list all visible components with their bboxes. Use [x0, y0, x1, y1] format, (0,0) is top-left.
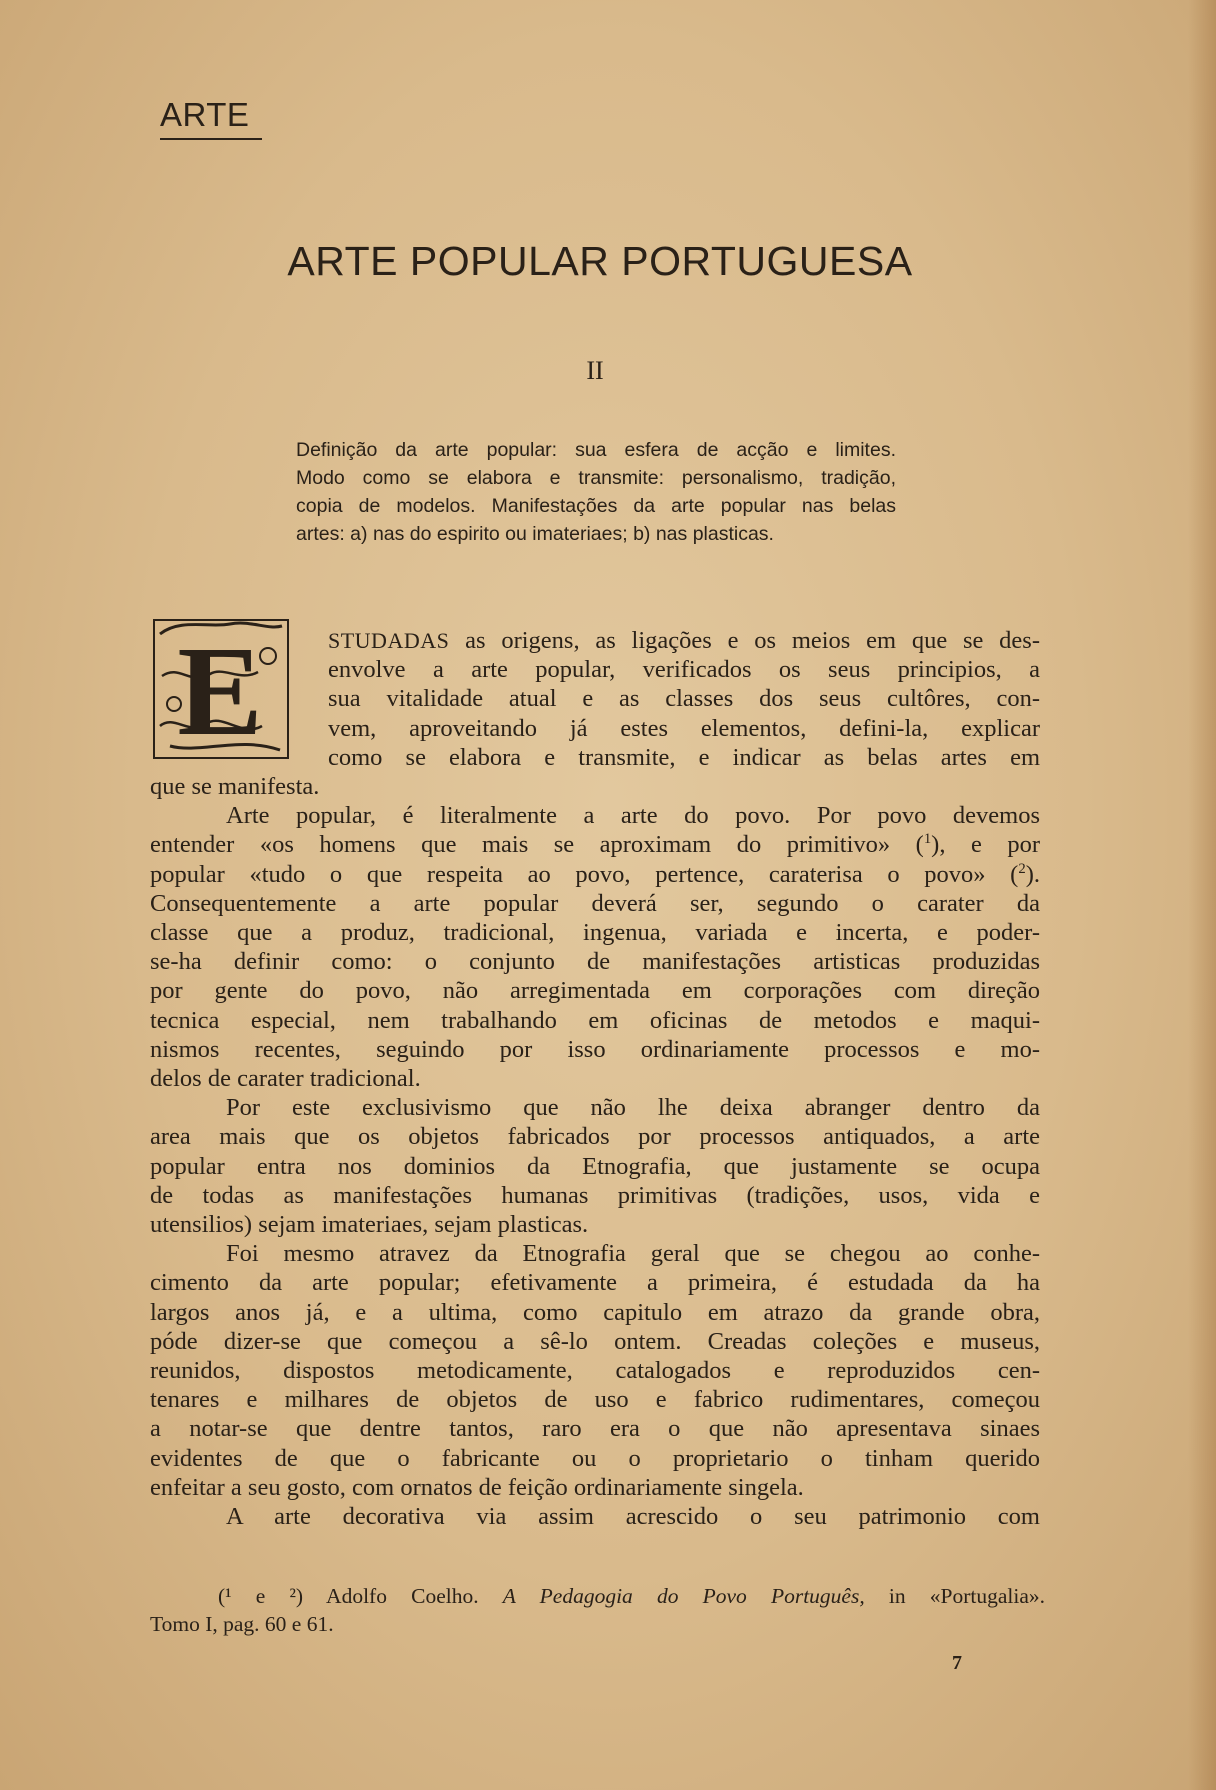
- page-number: 7: [952, 1652, 962, 1674]
- body-line: nismos recentes, seguindo por isso ordinariamente processos e mo-: [150, 1035, 1040, 1063]
- body-line: envolve a arte popular, verificados os seus principios, a: [328, 656, 1040, 684]
- body-line: sua vitalidade atual e as classes dos seus cultôres, con-: [328, 685, 1040, 713]
- body-line: de todas as manifestações humanas primitivas (tradições, usos, vida e: [150, 1181, 1040, 1209]
- part-number: II: [586, 356, 604, 385]
- section-heading: ARTE: [160, 96, 262, 140]
- body-line: a notar-se que dentre tantos, raro era o que não apresentava sinaes: [150, 1415, 1040, 1443]
- chapter-summary: [296, 436, 896, 548]
- body-line: popular «tudo o que respeita ao povo, pertence, caraterisa o povo» ($^2$).: [150, 860, 1040, 888]
- body-line: enfeitar a seu gosto, com ornatos de feição ordinariamente singela.: [150, 1473, 804, 1501]
- summary-line: artes: a) nas do espirito ou imateriaes; b) nas plasticas.: [296, 523, 774, 545]
- footnote-marker: (¹ e ²): [218, 1584, 304, 1608]
- body-line: largos anos já, e a ultima, como capitulo em atrazo da grande obra,: [150, 1298, 1040, 1326]
- article-body: [150, 626, 1040, 1531]
- body-line: Foi mesmo atravez da Etnografia geral que se chegou ao conhe-: [226, 1240, 1040, 1268]
- body-line: que se manifesta.: [150, 773, 320, 801]
- body-line: A arte decorativa via assim acrescido o seu patrimonio com: [226, 1503, 1040, 1531]
- summary-line: copia de modelos. Manifestações da arte popular nas belas: [296, 495, 896, 517]
- body-line: utensilios) sejam imateriaes, sejam plasticas.: [150, 1211, 589, 1239]
- body-line: STUDADAS as origens, as ligações e os meios em que se des-: [328, 627, 1040, 654]
- summary-line: Modo como se elabora e transmite: personalismo, tradição,: [296, 467, 896, 489]
- body-line: evidentes de que o fabricante ou o proprietario o tinham querido: [150, 1444, 1040, 1472]
- body-line: classe que a produz, tradicional, ingenua, variada e incerta, e poder-: [150, 919, 1040, 947]
- body-line: area mais que os objetos fabricados por processos antiquados, a arte: [150, 1123, 1040, 1151]
- body-line: por gente do povo, não arregimentada em corporações com direção: [150, 977, 1040, 1005]
- footnote-line: (¹ e ²) Adolfo Coelho. A Pedagogia do Povo Português, in «Portugalia».: [218, 1584, 1045, 1608]
- body-line: popular entra nos dominios da Etnografia, que justamente se ocupa: [150, 1152, 1040, 1180]
- footnote-line: Tomo I, pag. 60 e 61.: [150, 1612, 334, 1636]
- summary-line: Definição da arte popular: sua esfera de acção e limites.: [296, 439, 896, 461]
- dropcap-letter: E: [177, 620, 263, 762]
- body-line: póde dizer-se que começou a sê-lo ontem. Creadas coleções e museus,: [150, 1327, 1040, 1355]
- article-title: ARTE POPULAR PORTUGUESA: [287, 238, 913, 284]
- body-line: Arte popular, é literalmente a arte do povo. Por povo devemos: [226, 802, 1040, 830]
- body-line: tenares e milhares de objetos de uso e fabrico rudimentares, começou: [150, 1386, 1040, 1414]
- body-line: se-ha definir como: o conjunto de manifestações artisticas produzidas: [150, 948, 1040, 976]
- body-line: cimento da arte popular; efetivamente a primeira, é estudada da ha: [150, 1269, 1040, 1297]
- footnote-ref[interactable]: 2: [1018, 860, 1026, 877]
- body-line: Consequentemente a arte popular deverá ser, segundo o carater da: [150, 889, 1040, 917]
- footnote: [150, 1582, 1045, 1638]
- body-line: como se elabora e transmite, e indicar as belas artes em: [328, 743, 1040, 771]
- body-line: vem, aproveitando já estes elementos, defini-la, explicar: [328, 714, 1040, 742]
- body-line: Por este exclusivismo que não lhe deixa abranger dentro da: [226, 1094, 1040, 1122]
- footnote-ref[interactable]: 1: [923, 831, 932, 848]
- body-line: tecnica especial, nem trabalhando em oficinas de metodos e maqui-: [150, 1006, 1040, 1034]
- body-line: delos de carater tradicional.: [150, 1065, 421, 1093]
- body-line: entender «os homens que mais se aproximam do primitivo» ($^1$), e por: [150, 831, 1040, 859]
- body-line: reunidos, dispostos metodicamente, catalogados e reproduzidos cen-: [150, 1357, 1040, 1385]
- cited-work: A Pedagogia do Povo Português,: [502, 1584, 865, 1608]
